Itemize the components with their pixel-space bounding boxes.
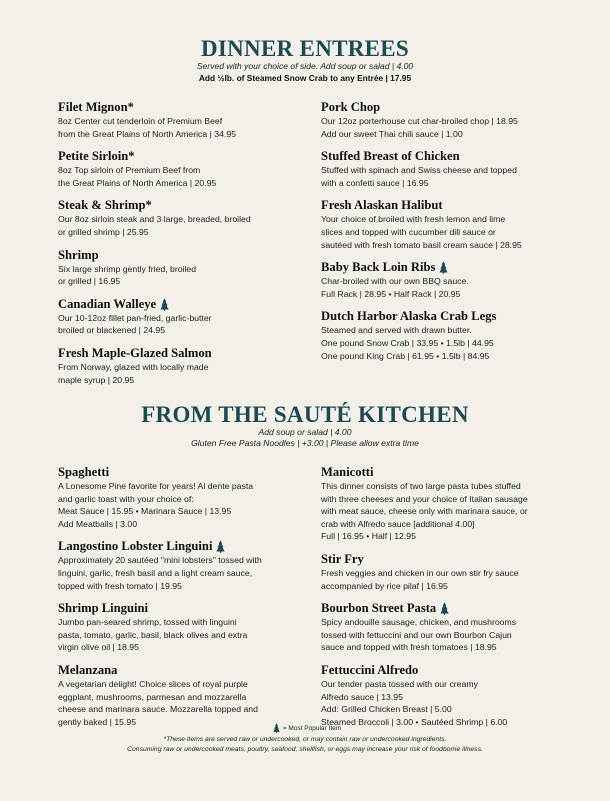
item-name xyxy=(321,260,591,275)
item-name xyxy=(321,465,591,480)
section-subtitle: Served with your choice of side. Add soup or salad | 4.00 xyxy=(196,61,414,71)
menu-item xyxy=(58,149,313,189)
item-description-line: broiled or blackened | 24.95 xyxy=(58,325,166,336)
item-description-line: This dinner consists of two large pasta tubes stuffed xyxy=(321,481,521,491)
item-name xyxy=(58,297,313,312)
item-description-line: 8oz Center cut tenderloin of Premium Beef xyxy=(58,116,223,126)
pine-tree-icon xyxy=(216,540,225,553)
menu-item xyxy=(58,248,313,288)
item-description-line: One pound Snow Crab | 33.95 • 1.5lb | 44.95 xyxy=(321,337,494,348)
item-description-line: Spicy andouille sausage, chicken, and mushrooms xyxy=(321,617,517,628)
dinner-left-column xyxy=(58,100,313,395)
item-name-text: Fresh Maple-Glazed Salmon xyxy=(58,345,212,360)
menu-item xyxy=(321,465,591,543)
item-name-text: Canadian Walleye xyxy=(58,296,157,311)
pine-tree-icon xyxy=(439,261,448,274)
item-name-text: Langostino Lobster Linguini xyxy=(58,539,213,554)
menu-item xyxy=(321,198,591,251)
item-description-line: gently baked | 15.95 xyxy=(58,716,137,727)
menu-item xyxy=(58,465,313,530)
pine-tree-icon xyxy=(273,723,280,733)
item-description-line: or grilled | 16.95 xyxy=(58,276,121,287)
item-description-line: Stuffed with spinach and Swiss cheese and topped xyxy=(321,165,517,176)
saute-left-column xyxy=(58,465,313,737)
footer-disclaimer xyxy=(0,735,610,755)
menu-item xyxy=(58,100,313,140)
item-description-line: 8oz Top sirloin of Premium Beef from xyxy=(58,165,201,176)
item-name-text: Petite Sirloin* xyxy=(58,149,135,164)
item-description-line: sautéed with fresh tomato basil cream sauce | 28.95 xyxy=(321,239,522,250)
pine-tree-icon xyxy=(160,298,169,311)
item-name-text: Manicotti xyxy=(321,465,374,479)
item-description-line: crab with Alfredo sauce [additional 4.00] xyxy=(321,518,475,529)
legend-label: = Most Popular Item xyxy=(282,725,342,732)
item-description-line: A vegetarian delight! Choice slices of royal purple xyxy=(58,678,248,689)
item-description-line: slices and topped with cucumber dill sauce or xyxy=(321,226,496,237)
item-description-line: Our 8oz sirloin steak and 3 large, breaded, broiled xyxy=(58,214,251,225)
item-description-line: Your choice of broiled with fresh lemon and lime xyxy=(321,214,506,225)
item-description-line: Six large shrimp gently fried, broiled xyxy=(58,263,197,274)
item-name xyxy=(321,100,591,115)
item-description-line: sauce and topped with fresh tomatoes | 18.95 xyxy=(321,642,497,653)
item-description-line: maple syrup | 20.95 xyxy=(58,374,135,385)
menu-item xyxy=(58,346,313,386)
item-name xyxy=(321,309,591,324)
item-name-text: Bourbon Street Pasta xyxy=(321,601,437,616)
legend xyxy=(0,723,610,734)
item-description-line: virgin olive oil | 18.95 xyxy=(58,642,139,653)
item-description-line: Full Rack | 28.95 • Half Rack | 20.95 xyxy=(321,288,461,299)
item-name xyxy=(58,100,313,115)
item-name-text: Fettuccini Alfredo xyxy=(321,662,419,677)
menu-item xyxy=(321,552,591,592)
disclaimer-line-1: *These items are served raw or undercooked, or may contain raw or undercooked ingredients. xyxy=(163,736,447,743)
item-description-line: with three cheeses and your choice of Italian sausage xyxy=(321,493,528,504)
dinner-right-column xyxy=(321,100,591,371)
item-name xyxy=(58,346,313,361)
item-name xyxy=(58,539,313,554)
item-description-line: Approximately 20 sautéed "mini lobsters" tossed with xyxy=(58,555,262,566)
menu-item xyxy=(321,601,591,654)
item-name-text: Filet Mignon* xyxy=(58,100,134,114)
item-name xyxy=(58,149,313,164)
item-name-text: Stuffed Breast of Chicken xyxy=(321,149,460,164)
section-title: DINNER ENTREES xyxy=(200,36,410,61)
section-title: FROM THE SAUTÉ KITCHEN xyxy=(141,402,469,427)
item-name-text: Dutch Harbor Alaska Crab Legs xyxy=(321,309,497,324)
section-subtitle-gluten-free: Gluten Free Pasta Noodles | +3.00 | Please allow extra time xyxy=(191,438,419,448)
menu-item xyxy=(58,198,313,238)
item-description-line: and garlic toast with your choice of: xyxy=(58,493,194,504)
item-description-line: linguini, garlic, fresh basil and a light cream sauce, xyxy=(58,567,253,578)
item-description-line: Steamed Broccoli | 3.00 • Sautéed Shrimp | 6.00 xyxy=(321,716,508,727)
item-description-line: A Lonesome Pine favorite for years! Al dente pasta xyxy=(58,481,254,491)
item-description-line: One pound King Crab | 61.95 • 1.5lb | 84.95 xyxy=(321,350,490,361)
item-description-line: topped with fresh tomato | 19.95 xyxy=(58,580,182,591)
item-name-text: Steak & Shrimp* xyxy=(58,198,152,213)
item-description-line: pasta, tomato, garlic, basil, black olives and extra xyxy=(58,629,248,640)
dinner-entrees-header xyxy=(0,37,610,84)
item-description-line: Jumbo pan-seared shrimp, tossed with linguini xyxy=(58,617,237,628)
item-name-text: Shrimp Linguini xyxy=(58,601,148,616)
item-name xyxy=(58,663,313,678)
item-description-line: Char-broiled with our own BBQ sauce. xyxy=(321,276,469,287)
menu-item xyxy=(58,539,313,592)
item-name-text: Stir Fry xyxy=(321,551,364,566)
menu-item xyxy=(321,663,591,728)
disclaimer-line-2: Consuming raw or undercooked meats, poultry, seafood, shellfish, or eggs may increase your risk of foodborne illness. xyxy=(127,746,483,753)
item-name-text: Melanzana xyxy=(58,662,118,677)
item-description-line: eggplant, mushrooms, parmesan and mozzarella xyxy=(58,691,247,702)
item-description-line: tossed with fettuccini and our own Bourbon Cajun xyxy=(321,629,512,640)
item-name xyxy=(58,198,313,213)
item-name xyxy=(321,149,591,164)
menu-item xyxy=(321,260,591,300)
item-description-line: accompanied by rice pilaf | 16.95 xyxy=(321,580,448,591)
menu-item xyxy=(321,100,591,140)
menu-item xyxy=(321,309,591,362)
menu-item xyxy=(58,297,313,337)
item-description-line: from the Great Plains of North America | 34.95 xyxy=(58,128,237,139)
item-description-line: Add: Grilled Chicken Breast | 5.00 xyxy=(321,704,452,715)
item-name xyxy=(58,465,313,480)
section-note: Add ½lb. of Steamed Snow Crab to any Entrée | 17.95 xyxy=(198,73,412,83)
item-description-line: the Great Plains of North America | 20.95 xyxy=(58,177,217,188)
section-subtitle: Add soup or salad | 4.00 xyxy=(258,427,352,437)
saute-kitchen-header xyxy=(0,403,610,449)
item-name-text: Shrimp xyxy=(58,247,99,262)
item-name xyxy=(321,663,591,678)
item-name xyxy=(321,601,591,616)
item-description-line: Add our sweet Thai chili sauce | 1.00 xyxy=(321,128,463,139)
item-name xyxy=(58,601,313,616)
saute-right-column xyxy=(321,465,591,737)
item-description-line: with meat sauce, cheese only with marinara sauce, or xyxy=(321,506,528,517)
item-name-text: Spaghetti xyxy=(58,465,110,479)
pine-tree-icon xyxy=(440,602,449,615)
item-description-line: Alfredo sauce | 13.95 xyxy=(321,691,403,702)
item-name xyxy=(321,552,591,567)
menu-item xyxy=(58,663,313,728)
item-description-line: Fresh veggies and chicken in our own stir fry sauce xyxy=(321,567,519,578)
item-description-line: Meat Sauce | 15.95 • Marinara Sauce | 13.95 xyxy=(58,506,232,517)
menu-item xyxy=(58,601,313,654)
item-description-line: or grilled shrimp | 25.95 xyxy=(58,226,149,237)
item-description-line: Our tender pasta tossed with our creamy xyxy=(321,678,478,689)
item-name xyxy=(321,198,591,213)
item-description-line: Steamed and served with drawn butter. xyxy=(321,325,472,336)
item-name-text: Fresh Alaskan Halibut xyxy=(321,198,443,213)
item-description-line: Our 10-12oz fillet pan-fried, garlic-butter xyxy=(58,312,212,323)
item-name-text: Baby Back Loin Ribs xyxy=(321,260,436,275)
menu-item xyxy=(321,149,591,189)
item-description-line: Full | 16.95 • Half | 12.95 xyxy=(321,531,416,542)
item-description-line: cheese and marinara sauce. Mozzarella topped and xyxy=(58,704,258,715)
item-description-line: with a confetti sauce | 16.95 xyxy=(321,177,429,188)
item-description-line: Add Meatballs | 3.00 xyxy=(58,518,138,529)
item-description-line: Our 12oz porterhouse cut char-broiled chop | 18.95 xyxy=(321,116,518,126)
item-name xyxy=(58,248,313,263)
item-name-text: Pork Chop xyxy=(321,100,381,114)
item-description-line: From Norway, glazed with locally made xyxy=(58,361,209,372)
